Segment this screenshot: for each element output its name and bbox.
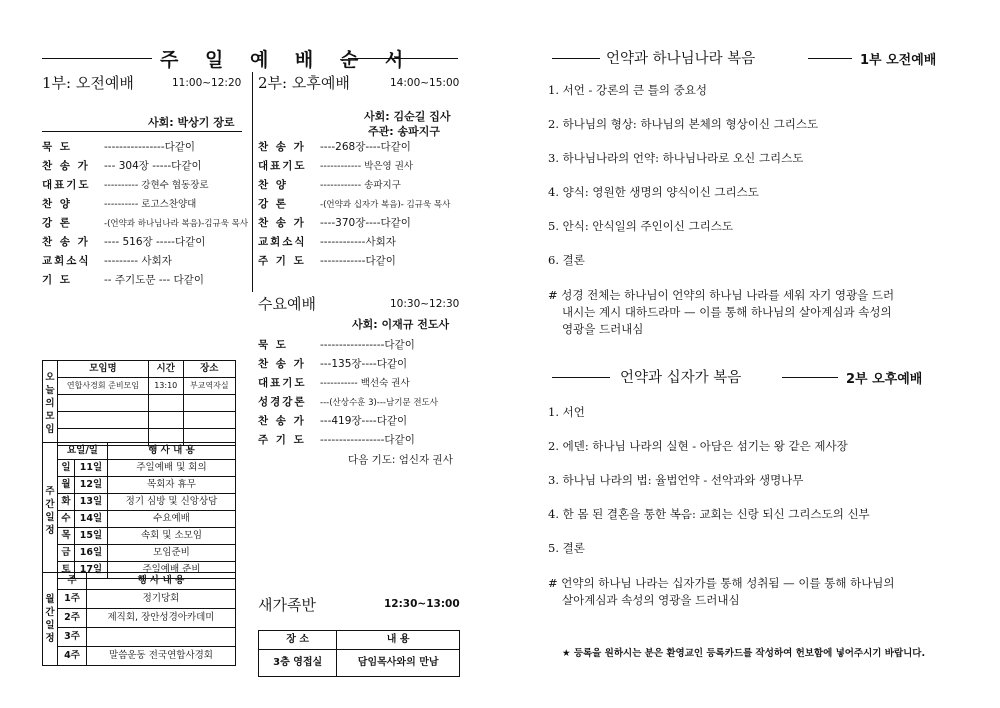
morning-service-time: 11:00~12:20 (172, 77, 242, 89)
list-item: 3. 하나님 나라의 법: 율법언약 - 선악과와 생명나무 (548, 473, 804, 487)
new-family-place: 3층 영접실 (259, 650, 337, 677)
wednesday-order-list (258, 336, 438, 450)
table-row: 월 12일 목회자 휴무 (43, 477, 236, 494)
column-divider (252, 72, 253, 292)
order-row: 강 론 -(언약과 십자가 복음)- 김규욱 목사 (258, 198, 451, 210)
part1-note-line1: # 성경 전체는 하나님이 언약의 하나님 나라를 세워 자기 영광을 드러 (548, 288, 895, 302)
order-row: 묵 도 -----------------다같이 (258, 339, 415, 351)
meetings-table (42, 360, 236, 446)
part1-rule-right (808, 58, 852, 59)
next-prayer: 다음 기도: 엄신자 권사 (348, 454, 453, 466)
col-header: 행 사 내 용 (87, 573, 236, 590)
order-row: 대표기도 ------------ 박은영 권사 (258, 160, 414, 172)
table-row: 1주 정기당회 (43, 590, 236, 609)
part1-service: 1부 오전예배 (860, 53, 937, 68)
afternoon-order-list (258, 138, 450, 271)
list-item: 2. 에덴: 하나님 나라의 실현 - 아담은 섬기는 왕 같은 제사장 (548, 439, 848, 453)
afternoon-service-label: 2부: 오후예배 (258, 74, 350, 92)
morning-service-label: 1부: 오전예배 (42, 74, 134, 92)
col-header: 행 사 내 용 (108, 443, 236, 460)
part1-title: 언약과 하나님나라 복음 (606, 51, 756, 67)
new-family-label: 새가족반 (258, 596, 316, 614)
order-row: 강 론 -(언약과 하나님나라 복음)-김규욱 목사 (42, 217, 249, 229)
title-rule-left (42, 58, 152, 59)
order-row: 주 기 도 -----------------다같이 (258, 434, 415, 446)
morning-order-list (42, 138, 248, 290)
part2-rule-left (552, 377, 610, 378)
part2-service: 2부 오후예배 (846, 372, 923, 387)
table-row: 2주 제직회, 장안성경아카데미 (43, 609, 236, 628)
table-row: 목 15일 속회 및 소모임 (43, 528, 236, 545)
part2-rule-right (782, 377, 838, 378)
bulletin-title: 주 일 예 배 순 서 (160, 49, 414, 71)
monthly-schedule-table (42, 572, 236, 666)
new-family-table (258, 630, 460, 677)
part2-note-line2: 살아계심과 속성의 영광을 드러내심 (562, 593, 740, 607)
list-item: 4. 한 몸 된 결혼을 통한 복음: 교회는 신랑 되신 그리스도의 신부 (548, 507, 870, 521)
table-row: 연합사경회 준비모임 13:10 부교역자실 (43, 378, 236, 395)
monthly-side-label: 월 간 일 정 (43, 573, 58, 666)
new-family-content: 담임목사와의 만남 (337, 650, 460, 677)
order-row: 찬 송 가 ---135장----다같이 (258, 358, 408, 370)
part1-note-line2: 내시는 계시 대하드라마 — 이를 통해 하나님의 살아계심과 속성의 (562, 305, 892, 319)
table-row: 금 16일 모임준비 (43, 545, 236, 562)
list-item: 1. 서언 - 강론의 큰 틀의 중요성 (548, 83, 707, 97)
weekly-schedule-table (42, 442, 236, 579)
morning-host-rule (42, 131, 242, 132)
order-row: 찬 송 가 ---419장----다같이 (258, 415, 408, 427)
table-row: 3주 (43, 628, 236, 647)
table-row (43, 412, 236, 429)
weekly-side-label: 주 간 일 정 (43, 443, 58, 579)
table-row (259, 650, 460, 677)
new-family-time: 12:30~13:00 (384, 598, 460, 610)
table-row: 4주 말씀운동 전국연합사경회 (43, 647, 236, 666)
afternoon-organizer: 주관: 송파지구 (368, 125, 440, 138)
col-header: 요일/일 (58, 443, 108, 460)
list-item: 5. 안식: 안식일의 주인이신 그리스도 (548, 219, 733, 233)
order-row: 교회소식 ------------사회자 (258, 236, 396, 248)
part2-note-line1: # 언약의 하나님 나라는 십자가를 통해 성취됨 — 이를 통해 하나님의 (548, 576, 895, 590)
list-item: 1. 서언 (548, 405, 585, 419)
order-row: 찬 송 가 ----268장----다같이 (258, 141, 411, 153)
order-row: 기 도 -- 주기도문 --- 다같이 (42, 274, 204, 286)
table-row: 일 11일 주일예배 및 회의 (43, 460, 236, 477)
order-row: 찬 송 가 --- 304장 -----다같이 (42, 160, 202, 172)
col-header: 시간 (148, 361, 183, 378)
order-row: 찬 송 가 ---- 516장 -----다같이 (42, 236, 206, 248)
order-row: 찬 송 가 ----370장----다같이 (258, 217, 411, 229)
table-row: 화 13일 정기 심방 및 신앙상담 (43, 494, 236, 511)
meetings-side-label: 오 늘 의 모 임 (43, 361, 58, 446)
list-item: 5. 결론 (548, 541, 585, 555)
part2-title: 언약과 십자가 복음 (620, 370, 742, 386)
part1-note-line3: 영광을 드러내심 (562, 322, 644, 336)
part1-rule-left (552, 58, 600, 59)
col-header: 주 (58, 573, 87, 590)
list-item: 3. 하나님나라의 언약: 하나님나라로 오신 그리스도 (548, 151, 804, 165)
wednesday-service-time: 10:30~12:30 (390, 298, 460, 310)
registration-notice: ★ 등록을 원하시는 분은 환영교인 등록카드를 작성하여 헌보함에 넣어주시기 바랍니다. (562, 648, 926, 659)
order-row: 주 기 도 ------------다같이 (258, 255, 396, 267)
list-item: 2. 하나님의 형상: 하나님의 본체의 형상이신 그리스도 (548, 117, 819, 131)
order-row: 대표기도 ---------- 강현수 협동장로 (42, 179, 209, 191)
order-row: 성경강론 ---(산상수훈 3)---남기문 전도사 (258, 396, 438, 408)
order-row: 대표기도 ----------- 백선숙 권사 (258, 377, 410, 389)
wednesday-host: 사회: 이재규 전도사 (352, 318, 450, 331)
order-row: 교회소식 --------- 사회자 (42, 255, 172, 267)
list-item: 6. 결론 (548, 253, 585, 267)
title-rule-right (348, 58, 458, 59)
table-row (43, 395, 236, 412)
list-item: 4. 양식: 영원한 생명의 양식이신 그리스도 (548, 185, 759, 199)
wednesday-service-label: 수요예배 (258, 295, 316, 313)
col-header: 내 용 (337, 631, 460, 650)
afternoon-service-time: 14:00~15:00 (390, 77, 460, 89)
order-row: 찬 양 ------------ 송파지구 (258, 179, 401, 191)
table-row: 수 14일 수요예배 (43, 511, 236, 528)
order-row: 찬 양 ---------- 로고스찬양대 (42, 198, 197, 210)
col-header: 장소 (183, 361, 235, 378)
order-row: 묵 도 ----------------다같이 (42, 141, 196, 153)
col-header: 모임명 (58, 361, 149, 378)
afternoon-host: 사회: 김순길 집사 (364, 110, 451, 123)
morning-host: 사회: 박상기 장로 (148, 116, 235, 129)
col-header: 장 소 (259, 631, 337, 650)
table-row: 토 17일 주일예배 준비 (43, 562, 236, 579)
